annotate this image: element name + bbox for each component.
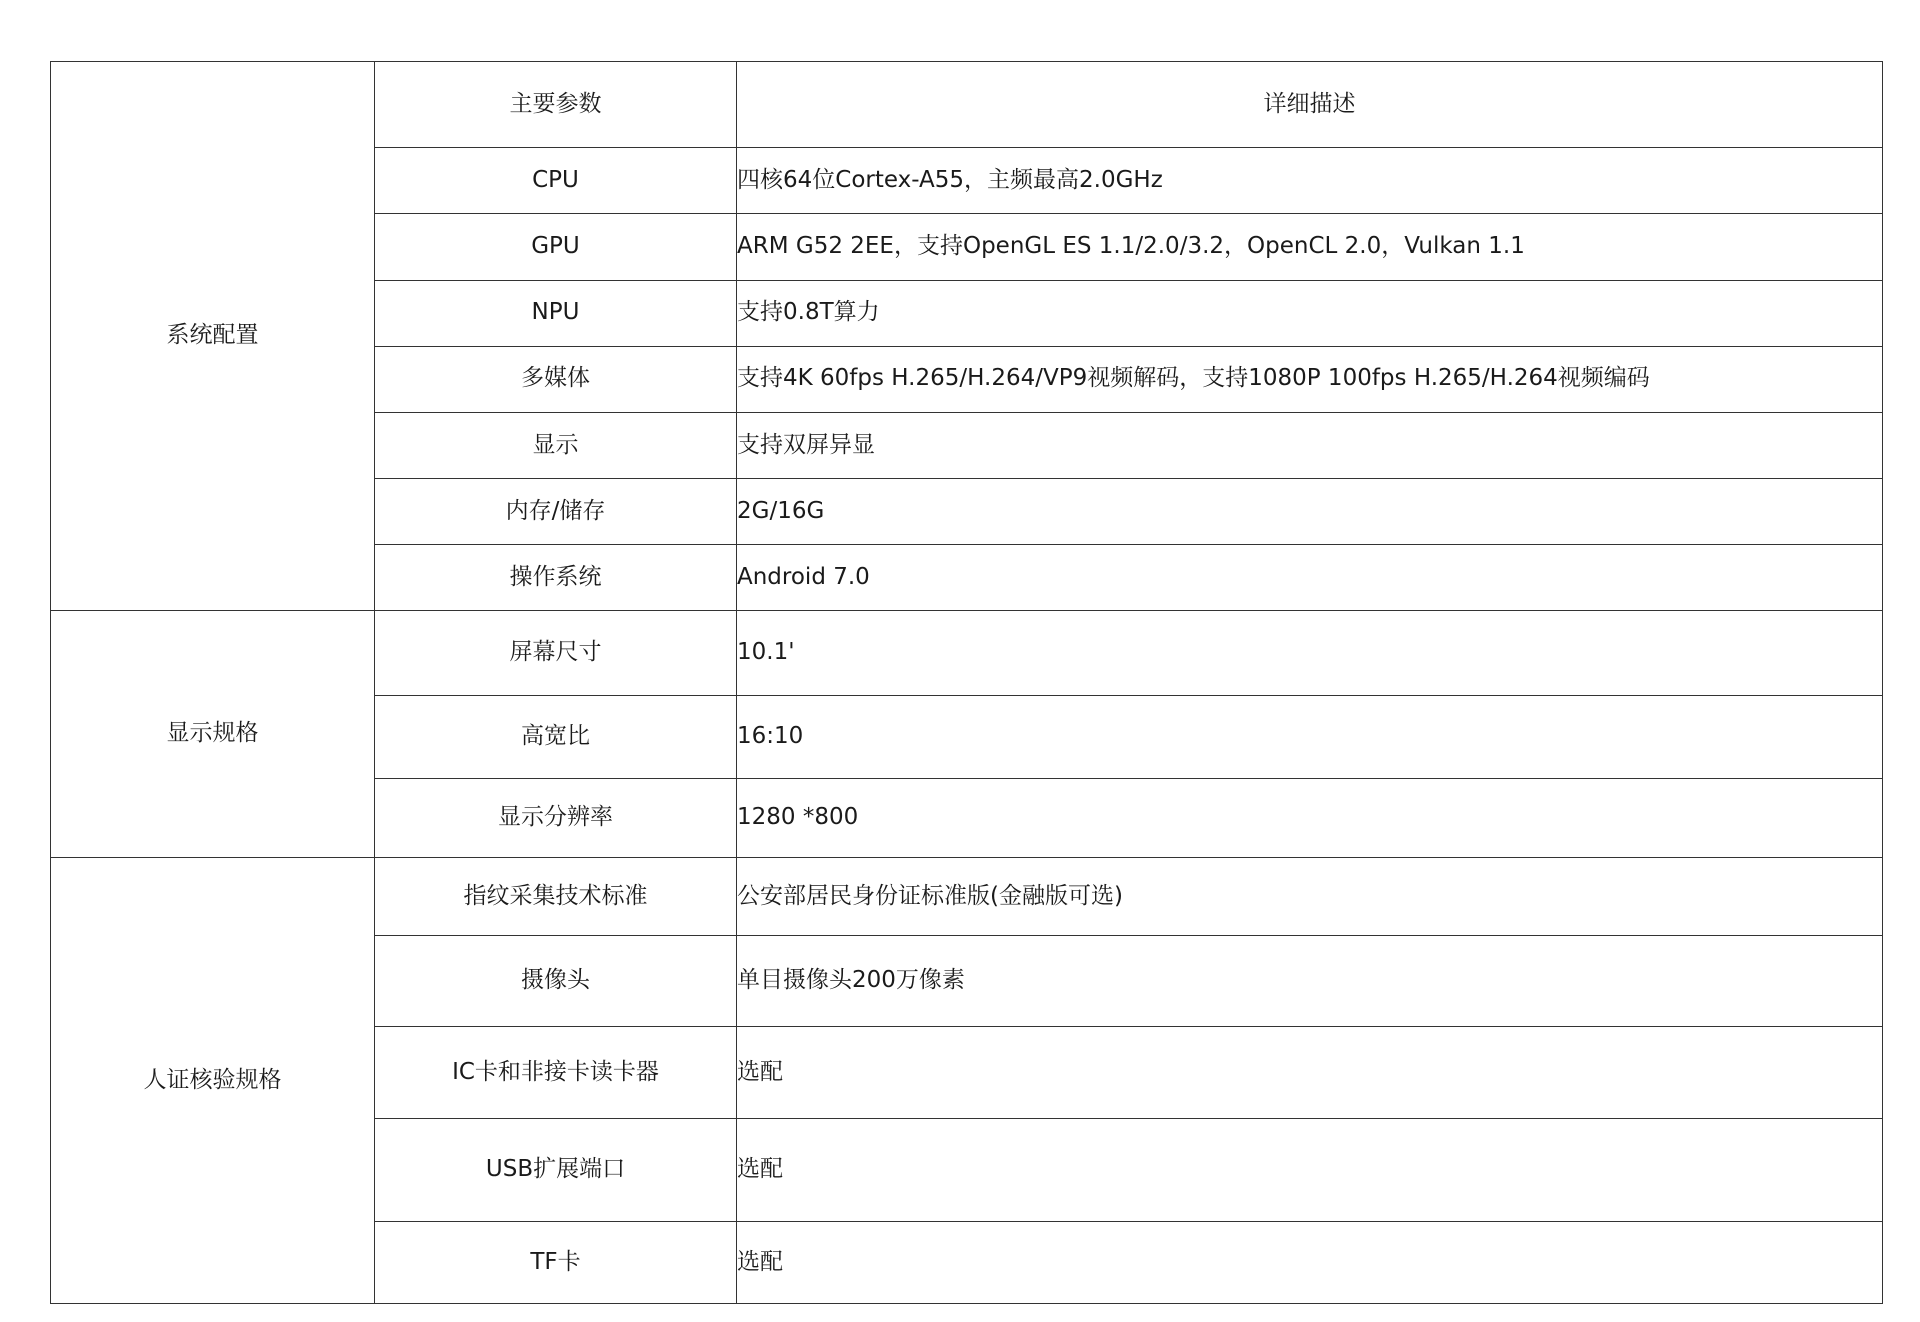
desc-cell: 支持4K 60fps H.265/H.264/VP9视频解码，支持1080P 100fps H.265/H.264视频编码: [737, 346, 1883, 412]
param-cell: 显示分辨率: [375, 778, 737, 857]
header-desc: 详细描述: [737, 62, 1883, 148]
param-cell: 显示: [375, 412, 737, 478]
header-param: 主要参数: [375, 62, 737, 148]
desc-cell: 支持0.8T算力: [737, 280, 1883, 346]
group-cell-system-config: 系统配置: [51, 62, 375, 611]
desc-cell: 2G/16G: [737, 478, 1883, 544]
desc-cell: 1280 *800: [737, 778, 1883, 857]
group-cell-id-verification-spec: 人证核验规格: [51, 857, 375, 1303]
desc-cell: 选配: [737, 1221, 1883, 1303]
table-header-row: [51, 62, 1883, 148]
desc-cell: Android 7.0: [737, 545, 1883, 611]
table-row: [51, 857, 1883, 935]
desc-cell: 选配: [737, 1027, 1883, 1118]
param-cell: GPU: [375, 214, 737, 280]
param-cell: 内存/储存: [375, 478, 737, 544]
param-cell: 指纹采集技术标准: [375, 857, 737, 935]
desc-cell: 支持双屏异显: [737, 412, 1883, 478]
param-cell: CPU: [375, 148, 737, 214]
param-cell: 操作系统: [375, 545, 737, 611]
desc-cell: 10.1': [737, 611, 1883, 695]
desc-cell: 单目摄像头200万像素: [737, 936, 1883, 1027]
param-cell: NPU: [375, 280, 737, 346]
desc-cell: ARM G52 2EE，支持OpenGL ES 1.1/2.0/3.2，OpenCL 2.0，Vulkan 1.1: [737, 214, 1883, 280]
param-cell: 高宽比: [375, 695, 737, 778]
param-cell: IC卡和非接卡读卡器: [375, 1027, 737, 1118]
desc-cell: 选配: [737, 1118, 1883, 1221]
param-cell: 摄像头: [375, 936, 737, 1027]
group-cell-display-spec: 显示规格: [51, 611, 375, 858]
param-cell: 屏幕尺寸: [375, 611, 737, 695]
param-cell: USB扩展端口: [375, 1118, 737, 1221]
desc-cell: 四核64位Cortex-A55，主频最高2.0GHz: [737, 148, 1883, 214]
desc-cell: 16:10: [737, 695, 1883, 778]
table-row: [51, 611, 1883, 695]
param-cell: 多媒体: [375, 346, 737, 412]
spec-table: [50, 61, 1883, 1304]
param-cell: TF卡: [375, 1221, 737, 1303]
desc-cell: 公安部居民身份证标准版(金融版可选): [737, 857, 1883, 935]
